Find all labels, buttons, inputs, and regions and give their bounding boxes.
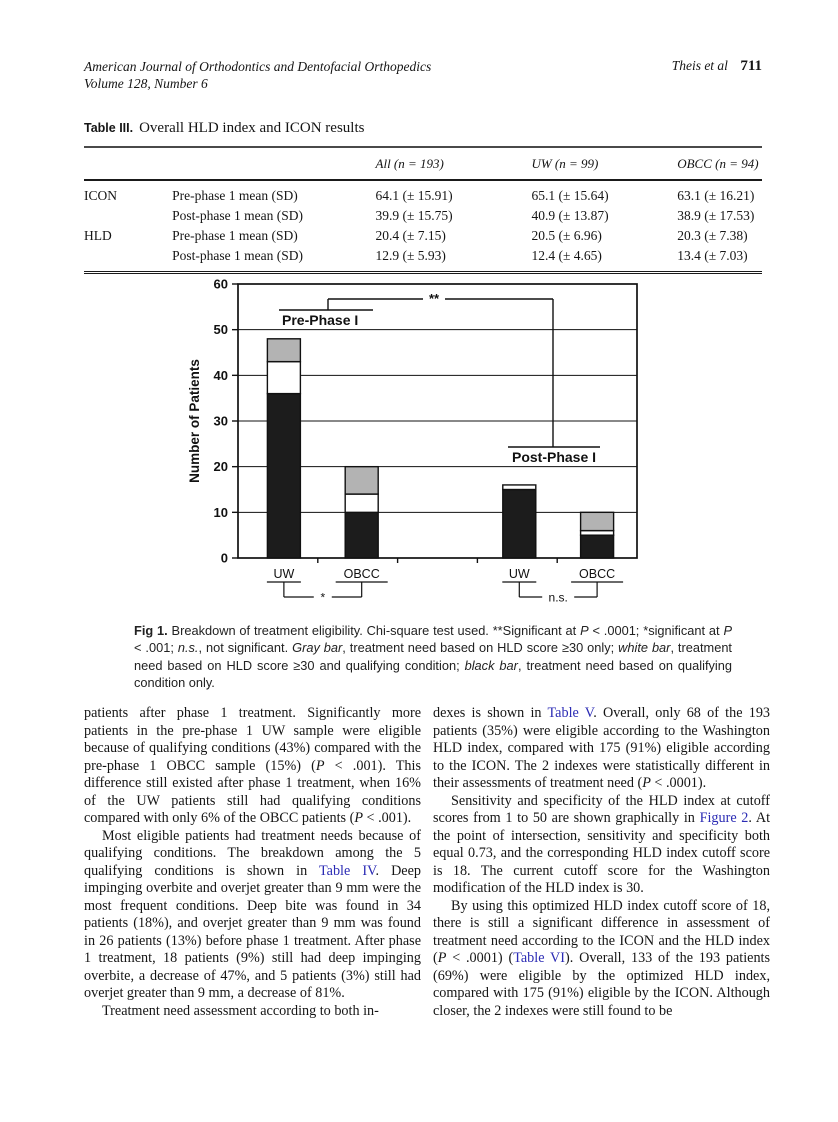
table-cell: ICON: [84, 188, 117, 203]
table-row: [84, 206, 762, 226]
paragraph: Sensitivity and specificity of the HLD index at cutoff scores from 1 to 50 are shown graphically in Figure 2. At the point of intersection, sensitivity and specificity both equal 0.73, and the corresponding HLD index cutoff score is 18. The current cutoff score for the Washington modification of the HLD index is 30.: [433, 792, 771, 896]
authors: Theis et al: [671, 58, 728, 73]
table-cell: 39.9 (± 15.75): [375, 208, 453, 223]
crossref-link[interactable]: Table VI: [513, 950, 566, 966]
text-column-right: [433, 705, 770, 1020]
crossref-link[interactable]: Figure 2: [699, 810, 749, 826]
table-cell: 65.1 (± 15.64): [531, 188, 609, 203]
table-cell: [84, 246, 172, 273]
svg-text:0: 0: [220, 550, 228, 566]
text-column-left: [84, 705, 421, 1020]
table-cell: 12.4 (± 4.65): [531, 248, 602, 263]
table-cell: [84, 206, 172, 226]
table-cell: Post-phase 1 mean (SD): [172, 248, 303, 263]
table-cell: Pre-phase 1 mean (SD): [172, 228, 298, 243]
table-column-header: [172, 147, 375, 180]
svg-text:Number of Patients: Number of Patients: [187, 359, 202, 483]
table-head: [84, 147, 762, 180]
page-number: 711: [740, 58, 762, 74]
journal-volume: Volume 128, Number 6: [84, 76, 208, 91]
figure-caption: Fig 1. Breakdown of treatment eligibility. Chi-square test used. **Significant at P < .0001; *significant at P < .001; n.s., not significant. Gray bar, treatment need based on HLD score ≥30 only; white bar, treatment need based on HLD score ≥30 and qualifying condition; black bar, treatment need based on qualifying condition only.: [134, 623, 732, 690]
table-row: [84, 226, 762, 246]
table-body: [84, 180, 762, 273]
table-cell: 38.9 (± 17.53): [677, 208, 755, 223]
page-header-right: [672, 58, 762, 75]
table-cell: 12.9 (± 5.93): [375, 248, 446, 263]
svg-text:**: **: [428, 291, 440, 306]
table-label: Table III.: [84, 121, 134, 135]
svg-text:UW: UW: [508, 567, 530, 581]
svg-text:50: 50: [213, 322, 228, 338]
table-title: Overall HLD index and ICON results: [139, 120, 365, 136]
journal-info: [84, 58, 431, 92]
crossref-link[interactable]: Table V: [547, 705, 594, 721]
table-section: [84, 120, 762, 274]
table-row: [84, 180, 762, 206]
table-column-header: OBCC (n = 94): [677, 147, 762, 180]
paragraph: Most eligible patients had treatment needs because of qualifying conditions. The breakdown among the 5 qualifying conditions is shown in Table IV. Deep impinging overbite and overjet greater than 9 mm were the most frequent conditions. Deep bite was found in 34 patients (18%), and overjet greater than 9 mm was found in 26 patients (13%) before phase 1 treatment. After phase 1 treatment, 18 patients (9%) still had deep impinging overbite, a decrease of 47%, and 5 patients (3%) still had overjet greater than 9 mm, a decrease of 81%.: [84, 827, 421, 1001]
svg-text:Pre-Phase I: Pre-Phase I: [282, 312, 359, 328]
svg-text:UW: UW: [273, 567, 295, 581]
figure-chart: [185, 266, 655, 616]
svg-text:Post-Phase I: Post-Phase I: [511, 449, 597, 465]
table-cell: 63.1 (± 16.21): [677, 188, 755, 203]
svg-text:20: 20: [213, 459, 228, 475]
svg-text:*: *: [320, 590, 326, 605]
paragraph: By using this optimized HLD index cutoff score of 18, there is still a significant difference in assessment of treatment need according to the ICON and the HLD index (P < .0001) (Table VI). Overall, 133 of the 193 patients (69%) were eligible by the optimized HLD index, compared with 175 (91%) eligible by the ICON. Although closer, the 2 indexes were still found to be: [433, 897, 771, 1019]
table-header-row: [84, 147, 762, 180]
table-column-header: UW (n = 99): [531, 147, 677, 180]
journal-title: American Journal of Orthodontics and Dentofacial Orthopedics: [84, 59, 432, 74]
svg-text:OBCC: OBCC: [343, 567, 380, 581]
results-table: [84, 146, 762, 274]
svg-text:40: 40: [213, 367, 228, 383]
table-column-header: [84, 147, 172, 180]
table-cell: Pre-phase 1 mean (SD): [172, 188, 298, 203]
table-column-header: All (n = 193): [376, 147, 532, 180]
svg-text:10: 10: [213, 504, 228, 520]
crossref-link[interactable]: Table IV: [318, 862, 376, 879]
paragraph: Treatment need assessment according to both in-: [102, 1002, 379, 1019]
svg-text:n.s.: n.s.: [548, 590, 568, 605]
table-cell: 64.1 (± 15.91): [375, 188, 453, 203]
table-cell: HLD: [84, 228, 112, 243]
table-cell: Post-phase 1 mean (SD): [172, 208, 303, 223]
table-caption: [84, 120, 762, 137]
running-head: [84, 58, 762, 92]
table-cell: 13.4 (± 7.03): [677, 248, 748, 263]
svg-text:60: 60: [213, 276, 228, 292]
svg-text:30: 30: [213, 413, 228, 429]
table-cell: 20.4 (± 7.15): [375, 228, 446, 243]
svg-text:OBCC: OBCC: [579, 567, 616, 581]
paragraph: dexes is shown in Table V. Overall, only 68 of the 193 patients (35%) were eligible according to the Washington HLD index, compared with 175 (91%) eligible according to the ICON. The 2 indexes were statistically different in their assessments of treatment need (P < .0001).: [433, 705, 771, 791]
table-cell: 40.9 (± 13.87): [531, 208, 609, 223]
table-cell: 20.3 (± 7.38): [677, 228, 748, 243]
table-cell: 20.5 (± 6.96): [531, 228, 602, 243]
paragraph: patients after phase 1 treatment. Significantly more patients in the pre-phase 1 UW sample were eligible because of qualifying conditions (43%) compared with the pre-phase 1 OBCC sample (15%) (P < .001). This difference still existed after phase 1 treatment, when 16% of the UW patients still had qualifying conditions compared with only 6% of the OBCC patients (P < .001).: [84, 705, 421, 826]
